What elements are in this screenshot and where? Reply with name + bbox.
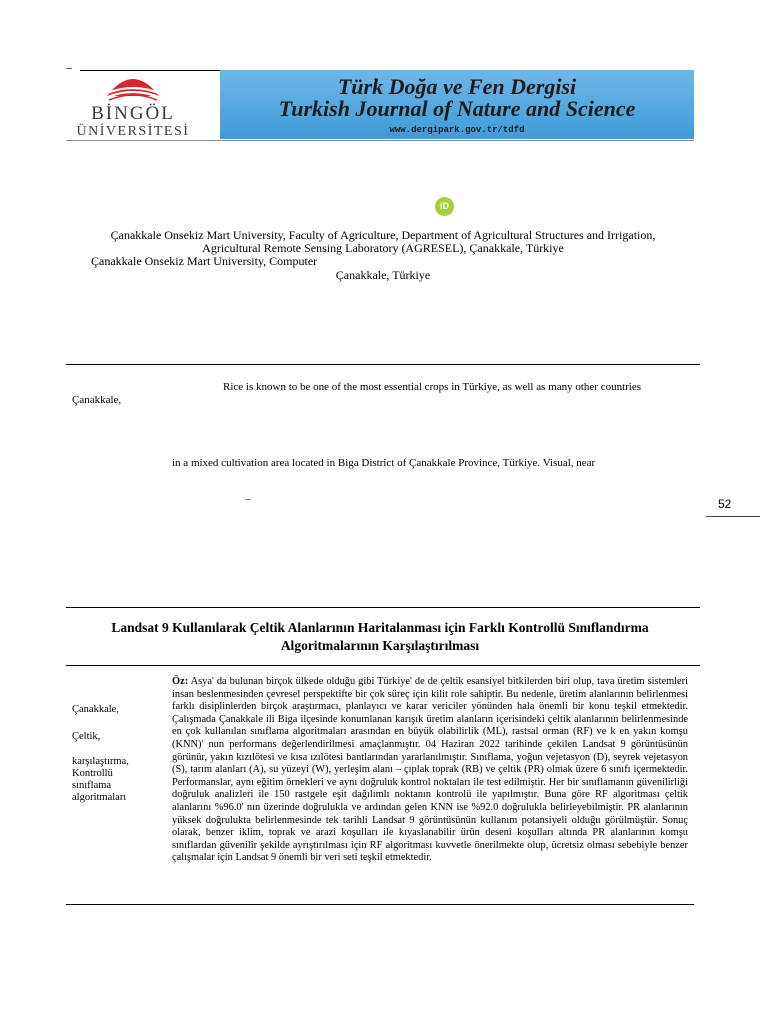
journal-title-tr: Türk Doğa ve Fen Dergisi (337, 74, 577, 99)
en-keyword: Çanakkale, (72, 394, 122, 406)
affiliation-line-4: Çanakkale, Türkiye (335, 268, 431, 282)
orcid-icon[interactable]: iD (435, 197, 454, 216)
tr-article-title (66, 619, 694, 655)
en-dash: – (245, 493, 251, 505)
tr-keyword-4: Kontrollü (72, 768, 113, 779)
logo-emblem-icon (103, 68, 163, 102)
tr-title-line-2: Algoritmalarının Karşılaştırılması (280, 638, 480, 653)
en-abstract-fragment: in a mixed cultivation area located in Biga District of Çanakkale Province, Türkiye. Visual, near (172, 457, 596, 469)
affiliation-line-1: Çanakkale Onsekiz Mart University, Faculty of Agriculture, Department of Agricultural Structures and Irrigation, (110, 228, 656, 242)
tr-keyword-3: karşılaştırma, (72, 756, 129, 767)
journal-banner (220, 70, 694, 139)
tr-keyword-5: sınıflama (72, 780, 112, 791)
logo-text-bingol: BİNGÖL (91, 103, 175, 124)
tr-abstract-text: Asya' da bulunan birçok ülkede olduğu gibi Türkiye' de de çeltik esansiyel bitkilerden biri olup, tava üretim sistemleri insan beslenmesinden çevresel perspektifte bir çok süreç için kilit role sahiptir. Bu nedenle, üretim alanlarının belirlenmesi farklı disiplinlerden birçok araştırmacı, planlayıcı ve karar vericiler yönünden hala önemli bir konu teşkil etmektedir. Çalışmada Çanakkale ili Biga ilçesinde konumlanan karışık üretim alanların içerisindeki çeltik alanlarının belirlenmesinde en çok kullanılan sınıflama algoritmaları arasından en büyük olabilirlik (ML), rastsal orman (RF) ve k en yakın komşu (KNN)' nun performans değerlendirilmesi amaçlanmıştır. 04 Haziran 2022 tarihinde çekilen Landsat 9 görüntüsünün görünür, yakın kızılötesi ve kısa ızılötesi bantlarından yararlanılmıştır. Sınıflama, yoğun vejetasyon (D), seyrek vejetasyon (S), tarım alanları (A), su yüzeyi (W), yerleşim alanı – çıplak toprak (RB) ve çeltik (PR) olmak üzere 6 sınıfı içermektedir. Performanslar, aynı eğitim örnekleri ve aynı doğruluk kontrol noktaları ile test edilmiştir. Her bir sınıflamanın güvenilirliği doğruluk analizleri ile 150 rastgele eşit dağılımlı noktanın kontrolü ile yapılmıştır. Buna göre RF algoritması çeltik alanlarını %96.0' nın üzerinde doğrulukla ve ardından gelen KNN ise %92.0 doğrulukla belirleyebilmiştir. PR alanlarının yüksek doğrulukta belirlenmesinde tek tarihli Landsat 9 görüntüsünün kullanım potansiyeli olduğu görülmüştür. Sonuç olarak, benzer iklim, toprak ve arazi koşulları ile kıyaslanabilir ürün deseni koşulları altında PR alanlarının komşu sınıflardan güvenilir şekilde ayrıştırılması için RF algoritması kuvvetle önerilmekte olup, ücretsiz olması sebebiyle benzer çalışmalar için Landsat 9 önemli bir veri seti teşkil etmektedir. (172, 676, 689, 864)
section-rule-tr-mid (66, 665, 700, 666)
journal-url[interactable]: www.dergipark.gov.tr/tdfd (389, 125, 525, 135)
affiliation-line-3: Çanakkale Onsekiz Mart University, Computer (91, 254, 318, 268)
tr-abstract (172, 676, 688, 865)
tr-keyword-1: Çanakkale, (72, 704, 119, 715)
journal-title-en: Turkish Journal of Nature and Science (278, 96, 636, 121)
tr-title-line-1: Landsat 9 Kullanılarak Çeltik Alanlarının Haritalanması için Farklı Kontrollü Sınıflandırma (111, 620, 649, 635)
tr-abstract-label: Öz: (172, 676, 189, 687)
section-rule-tr-bottom (66, 904, 694, 905)
section-rule-en-top (66, 364, 700, 365)
tr-keyword-6: algoritmaları (72, 792, 127, 803)
tr-keyword-2: Çeltik, (72, 731, 101, 742)
page-number: 52 (718, 497, 732, 511)
university-logo (68, 68, 198, 144)
logo-text-universitesi: ÜNİVERSİTESİ (76, 124, 190, 139)
page-number-rule (706, 516, 760, 517)
header-dash: – (66, 60, 72, 74)
affiliation-line-2: Agricultural Remote Sensing Laboratory (AGRESEL), Çanakkale, Türkiye (202, 241, 564, 255)
section-rule-tr-top (66, 607, 700, 608)
en-abstract-start: Rice is known to be one of the most essential crops in Türkiye, as well as many other countries (223, 381, 642, 393)
header-bottom-rule (66, 140, 694, 141)
